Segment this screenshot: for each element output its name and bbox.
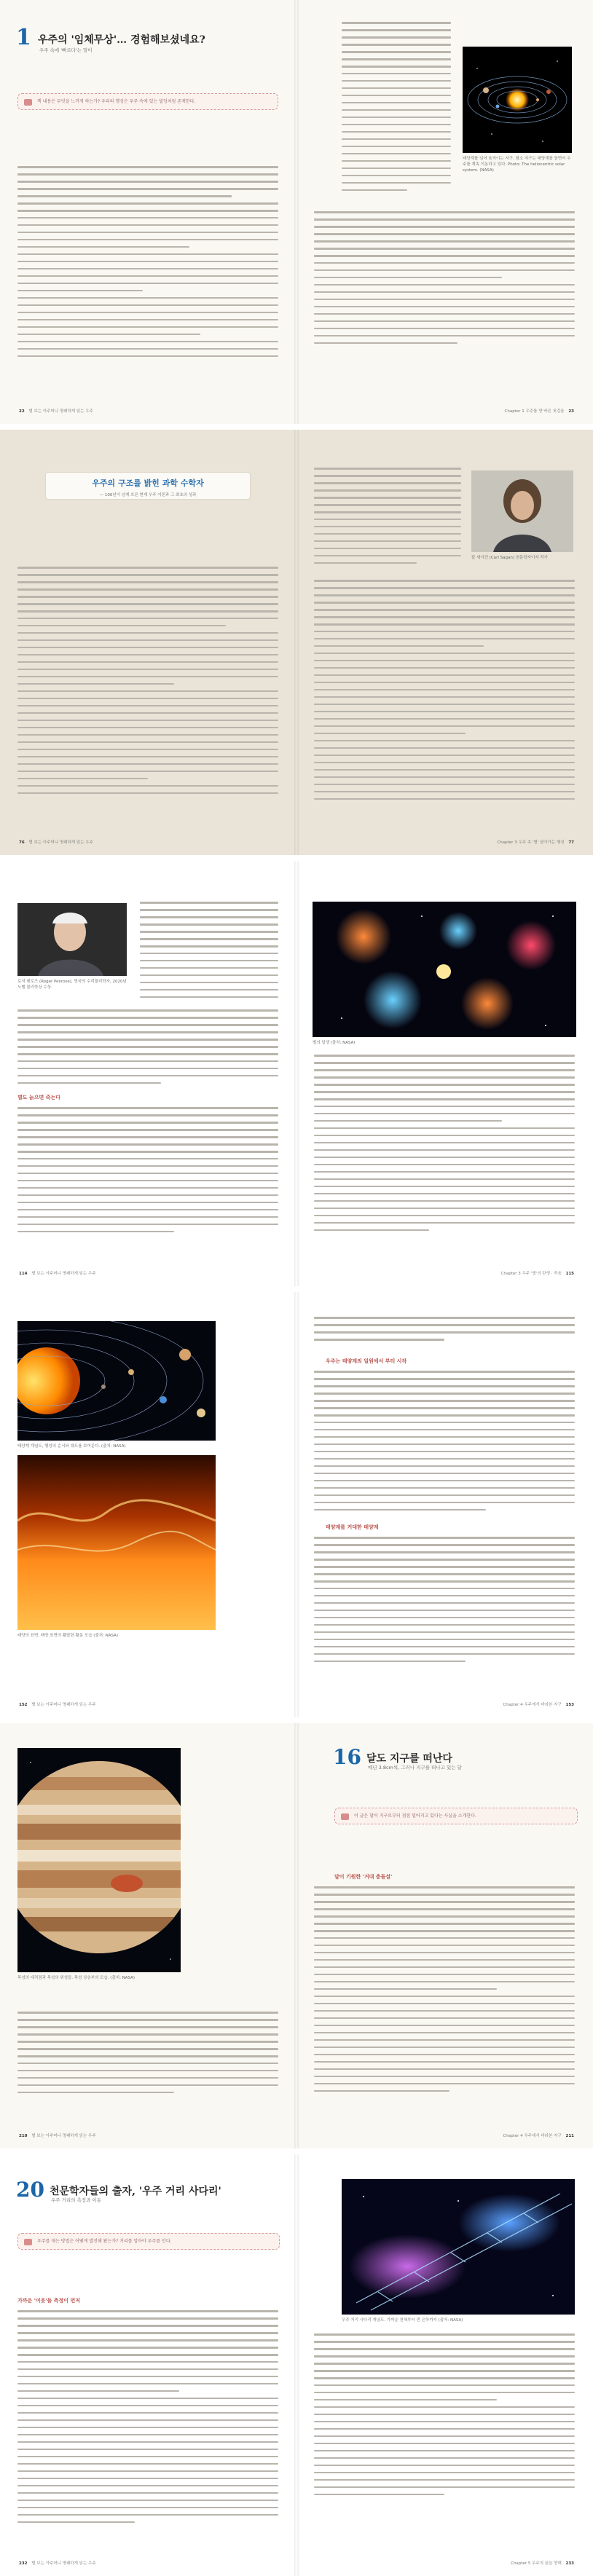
body-text xyxy=(17,2012,278,2106)
page-232 xyxy=(0,2154,296,2576)
gutter xyxy=(294,1723,299,2148)
gutter xyxy=(294,1292,299,1717)
note-icon xyxy=(341,1813,349,1820)
note-text: 책 내용은 무엇을 느끼게 하는가? 우리의 행성은 우주 속에 있는 빌딩처럼 존재한다. xyxy=(37,99,196,104)
page-number: 153 xyxy=(565,1703,574,1707)
body-text xyxy=(314,211,575,357)
photo-caption: 우주 거리 사다리 개념도. 가까운 천체부터 먼 은하까지 (출처: NASA) xyxy=(342,2318,463,2323)
chapter-number: 20 xyxy=(16,2178,44,2202)
body-text xyxy=(314,2333,575,2530)
running-head: Chapter 4 우주에서 바라본 지구 xyxy=(503,1703,562,1707)
running-head: 별 보는 아주머니 명쾌하게 읽는 우주 xyxy=(31,1272,96,1276)
chapter-subtitle: 우주 거리의 측정과 이동 xyxy=(51,2197,101,2203)
section-heading: 별도 늙으면 죽는다 xyxy=(17,1095,60,1100)
footer-left xyxy=(16,839,93,845)
spread-1 xyxy=(0,0,593,424)
solar-orbit-icon xyxy=(463,47,572,153)
page-22 xyxy=(0,0,296,424)
galaxy-ladder-icon xyxy=(342,2179,575,2315)
chapter-title: 우주의 구조를 밝힌 과학 수학자 xyxy=(92,478,204,488)
chapter-subtitle: — 100년이 넘게 흐른 현재 우주 이론과 그 최초의 성과 xyxy=(99,493,197,497)
running-head: Chapter 5 우주의 끝을 향해 xyxy=(511,2561,562,2566)
page-number: 76 xyxy=(19,840,25,845)
page-number: 115 xyxy=(565,1272,574,1276)
running-head: Chapter 1 우주를 향 바른 첫걸음 xyxy=(504,409,565,414)
jupiter-photo xyxy=(17,1748,181,1972)
photo-caption: 로저 펜로즈 (Roger Penrose), 영국의 수리물리학자, 2020년 노벨 물리학상 수상. xyxy=(17,980,127,990)
body-text xyxy=(314,580,575,813)
summary-note xyxy=(334,1808,578,1824)
page-number: 22 xyxy=(19,409,25,414)
spread-5 xyxy=(0,1723,593,2148)
footer-right xyxy=(503,1701,577,1707)
body-text xyxy=(17,1107,278,1245)
page-115 xyxy=(296,861,593,1286)
page-233 xyxy=(296,2154,593,2576)
gutter xyxy=(294,861,299,1286)
page-number: 77 xyxy=(568,840,574,845)
body-text xyxy=(140,902,278,1005)
footer-left xyxy=(16,2560,96,2566)
portrait-icon xyxy=(471,470,573,552)
body-text xyxy=(17,567,278,807)
sun-surface-photo xyxy=(17,1455,216,1630)
page-number: 233 xyxy=(565,2561,574,2566)
page-number: 232 xyxy=(19,2561,28,2566)
body-text xyxy=(17,166,278,363)
portrait-icon xyxy=(17,903,127,976)
gutter xyxy=(294,430,299,855)
section-heading: 우주는 태양계의 일원에서 부터 시작 xyxy=(326,1358,407,1364)
photo-caption: 목성의 대적점과 목성의 위성들. 목성 상층부의 모습. (출처: NASA) xyxy=(17,1976,136,1980)
page-211 xyxy=(296,1723,593,2148)
footer-left xyxy=(16,1701,96,1707)
spread-2 xyxy=(0,430,593,855)
footer-right xyxy=(505,408,577,414)
page-number: 114 xyxy=(19,1272,28,1276)
gutter xyxy=(294,0,299,424)
photo-caption: 태양의 표면, 태양 표면의 활발한 활동 모습 (출처: NASA) xyxy=(17,1634,119,1638)
footer-right xyxy=(501,1270,578,1276)
note-text: 우주를 재는 방법은 어떻게 발전해 왔는가? 거리를 알아야 우주를 안다. xyxy=(37,2239,172,2244)
page-152 xyxy=(0,1292,296,1717)
running-head: Chapter 4 우주에서 바라본 지구 xyxy=(503,2134,562,2138)
page-76 xyxy=(0,430,296,855)
body-text xyxy=(314,1055,575,1244)
summary-note xyxy=(17,93,278,110)
footer-right xyxy=(497,839,577,845)
footer-right xyxy=(511,2560,577,2566)
sun-surface-icon xyxy=(17,1455,216,1630)
page-114 xyxy=(0,861,296,1286)
body-text xyxy=(342,22,451,204)
section-heading: 태양계를 거대한 태양계 xyxy=(326,1524,379,1530)
body-text xyxy=(314,1371,575,1516)
section-heading: 달이 기원한 '거대 충돌설' xyxy=(334,1874,393,1880)
note-icon xyxy=(24,99,32,106)
page-23 xyxy=(296,0,593,424)
stellar-lifecycle-photo xyxy=(313,902,576,1037)
planets-orbit-icon xyxy=(17,1321,216,1441)
body-text xyxy=(314,1537,575,1675)
body-text xyxy=(17,2310,278,2536)
page-number: 23 xyxy=(568,409,574,414)
page-number: 211 xyxy=(565,2134,574,2138)
chapter-title: 달도 지구를 떠난다 xyxy=(366,1753,452,1765)
note-text: 이 글은 달이 지구로부터 점점 멀어지고 있다는 사실을 소개한다. xyxy=(354,1813,476,1819)
chapter-subtitle: 우주 속에 '빠르다'는 말이 xyxy=(39,47,93,53)
footer-left xyxy=(16,408,93,414)
chapter-number: 1 xyxy=(16,25,31,50)
photo-caption: 별의 일생 (출처: NASA) xyxy=(313,1041,356,1045)
footer-left xyxy=(16,2132,96,2138)
running-head: 별 보는 아주머니 명쾌하게 읽는 우주 xyxy=(31,1703,96,1707)
page-77 xyxy=(296,430,593,855)
footer-right xyxy=(503,2132,577,2138)
body-text xyxy=(314,468,461,570)
spread-6 xyxy=(0,2154,593,2576)
solar-system-photo xyxy=(463,47,572,153)
star-lifecycle-icon xyxy=(313,902,576,1037)
running-head: 별 보는 아주머니 명쾌하게 읽는 우주 xyxy=(28,409,93,414)
jupiter-icon xyxy=(17,1748,181,1972)
scientist-portrait xyxy=(471,470,573,552)
footer-left xyxy=(16,1270,96,1276)
photo-caption: 칼 세이건 (Carl Sagan) 천문학자이자 작가 xyxy=(471,556,548,560)
page-number: 152 xyxy=(19,1703,28,1707)
chapter-badge xyxy=(45,472,251,500)
page-number: 210 xyxy=(19,2134,28,2138)
chapter-title: 우주의 '임체무상'… 경험해보셨네요? xyxy=(38,34,205,46)
spread-4 xyxy=(0,1292,593,1717)
page-153 xyxy=(296,1292,593,1717)
distance-ladder-photo xyxy=(342,2179,575,2315)
scientist-photo xyxy=(17,903,127,976)
gutter xyxy=(294,2154,299,2576)
chapter-subtitle: 매년 3.8cm씩, 그러나 지구를 떠나고 있는 달 xyxy=(368,1765,462,1770)
solar-system-diagram xyxy=(17,1321,216,1441)
running-head: Chapter 3 우주 속 '별' 살아가는 행성 xyxy=(497,840,565,845)
body-text xyxy=(314,1886,575,2105)
running-head: 별 보는 아주머니 명쾌하게 읽는 우주 xyxy=(31,2134,96,2138)
section-heading: 가까운 '이웃'들 측정이 먼저 xyxy=(17,2298,80,2304)
body-text xyxy=(314,1317,575,1353)
running-head: 별 보는 아주머니 명쾌하게 읽는 우주 xyxy=(31,2561,96,2566)
summary-note xyxy=(17,2233,280,2250)
page-210 xyxy=(0,1723,296,2148)
photo-caption: 태양계 개념도, 행성의 순서와 궤도를 보여준다. (출처: NASA) xyxy=(17,1444,126,1449)
spread-3 xyxy=(0,861,593,1286)
note-icon xyxy=(24,2239,32,2245)
running-head: 별 보는 아주머니 명쾌하게 읽는 우주 xyxy=(28,840,93,845)
chapter-title: 천문학자들의 출자, '우주 거리 사다리' xyxy=(50,2186,221,2197)
photo-caption: 태양계를 넘어 움직이는 지구. 평소 지구는 태양계를 돌면서 우주를 계속 이동하고 있다. Photo: The heliocentric solar system. (NASA) xyxy=(463,157,571,173)
chapter-number: 16 xyxy=(333,1745,361,1769)
running-head: Chapter 3 우주 '별'의 탄생 · 죽음 xyxy=(500,1272,562,1276)
